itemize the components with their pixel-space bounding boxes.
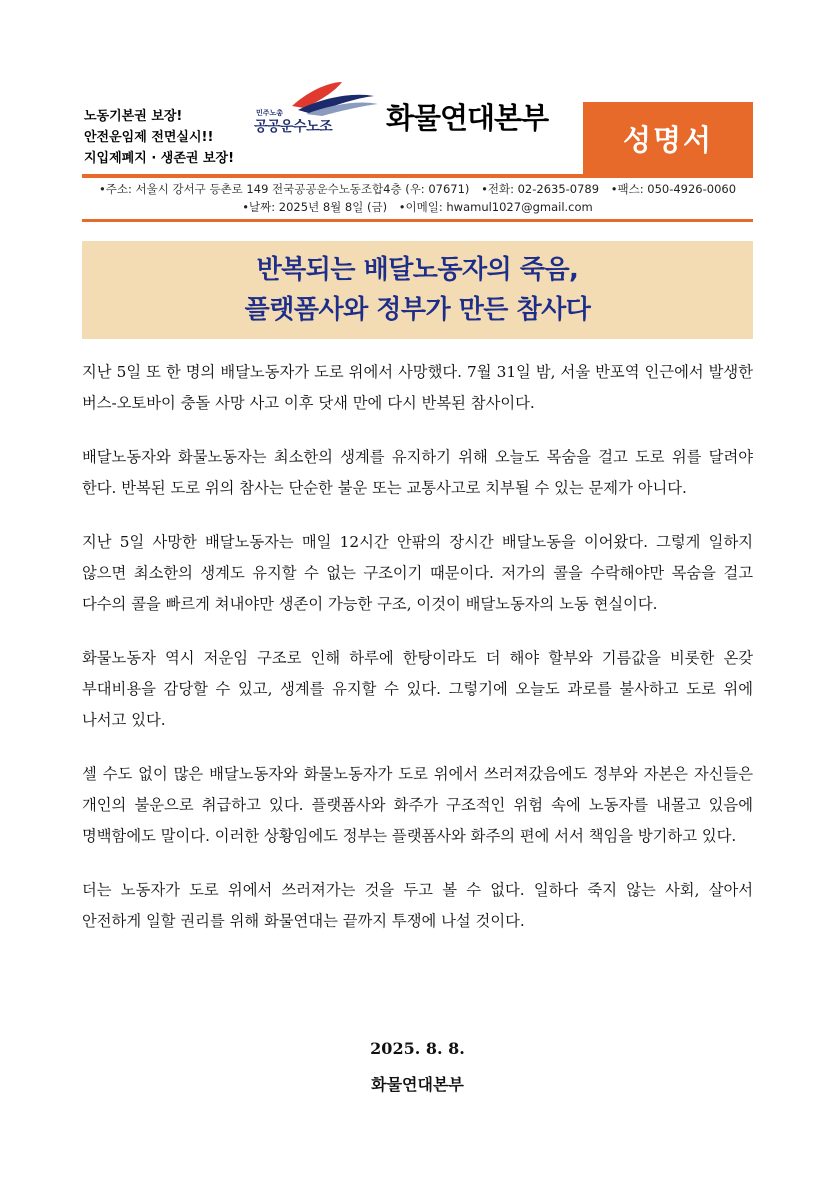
divider-bottom <box>82 219 753 222</box>
slogan-2: 안전운임제 전면실시!! <box>84 130 214 145</box>
slogan-3: 지입제폐지 · 생존권 보장! <box>84 151 235 166</box>
contact-fax: •팩스: 050-4926-0060 <box>610 182 737 196</box>
contact-info <box>82 180 753 216</box>
statement-date: 2025. 8. 8. <box>370 1039 465 1058</box>
slogan-1: 노동기본권 보장! <box>84 109 183 124</box>
paragraph-3: 지난 5일 사망한 배달노동자는 매일 12시간 안팎의 장시간 배달노동을 이어왔다. 그렇게 일하지 않으면 최소한의 생계도 유지할 수 없는 구조이기 때문이다. 저가의 콜을 수락해야만 목숨을 걸고 다수의 콜을 빠르게 쳐내야만 생존이 가능한 구조, 이것이 배달노동자의 노동 현실이다. <box>82 533 753 613</box>
contact-address: •주소: 서울시 강서구 등촌로 149 전국공공운수노동조합4층 (우: 07671) <box>98 182 470 196</box>
logo-kctu-label: 민주노총 <box>256 109 284 117</box>
paragraph-2: 배달노동자와 화물노동자는 최소한의 생계를 유지하기 위해 오늘도 목숨을 걸고 도로 위를 달려야 한다. 반복된 도로 위의 참사는 단순한 불운 또는 교통사고로 치부될 수 있는 문제가 아니다. <box>82 448 753 497</box>
headline-box <box>82 241 753 339</box>
contact-email: •이메일: hwamul1027@gmail.com <box>398 200 593 214</box>
headline-line-1: 반복되는 배달노동자의 죽음, <box>256 255 579 285</box>
statement-signature: 화물연대본부 <box>371 1075 464 1094</box>
contact-date: •날짜: 2025년 8월 8일 (금) <box>242 200 388 214</box>
logo-union-name: 공공운수노조 <box>254 119 333 135</box>
paragraph-1: 지난 5일 또 한 명의 배달노동자가 도로 위에서 사망했다. 7월 31일 밤, 서울 반포역 인근에서 발생한 버스-오토바이 충돌 사망 사고 이후 닷새 만에 다시 반복된 참사이다. <box>82 363 753 412</box>
statement-body <box>82 357 753 960</box>
slogan-list <box>84 106 254 169</box>
union-logo <box>252 78 382 138</box>
headline-line-2: 플랫폼사와 정부가 만든 참사다 <box>244 295 591 325</box>
document-type-label: 성명서 <box>622 122 714 157</box>
document-type-badge <box>583 102 753 174</box>
org-title: 화물연대본부 <box>386 101 549 135</box>
paragraph-5: 셀 수도 없이 많은 배달노동자와 화물노동자가 도로 위에서 쓰러져갔음에도 정부와 자본은 자신들은 개인의 불운으로 취급하고 있다. 플랫폼사와 화주가 구조적인 위험 속에 노동자를 내몰고 있음에 명백함에도 말이다. 이러한 상황임에도 정부는 플랫폼사와 화주의 편에 서서 책임을 방기하고 있다. <box>82 765 753 845</box>
paragraph-6: 더는 노동자가 도로 위에서 쓰러져가는 것을 두고 볼 수 없다. 일하다 죽지 않는 사회, 살아서 안전하게 일할 권리를 위해 화물연대는 끝까지 투쟁에 나설 것이다. <box>82 881 753 930</box>
divider-top <box>82 174 753 178</box>
paragraph-4: 화물노동자 역시 저운임 구조로 인해 하루에 한탕이라도 더 해야 할부와 기름값을 비롯한 온갖 부대비용을 감당할 수 있고, 생계를 유지할 수 있다. 그렇기에 오늘도 과로를 불사하고 도로 위에 나서고 있다. <box>82 649 753 729</box>
contact-phone: •전화: 02-2635-0789 <box>481 182 600 196</box>
letterhead <box>0 0 835 240</box>
